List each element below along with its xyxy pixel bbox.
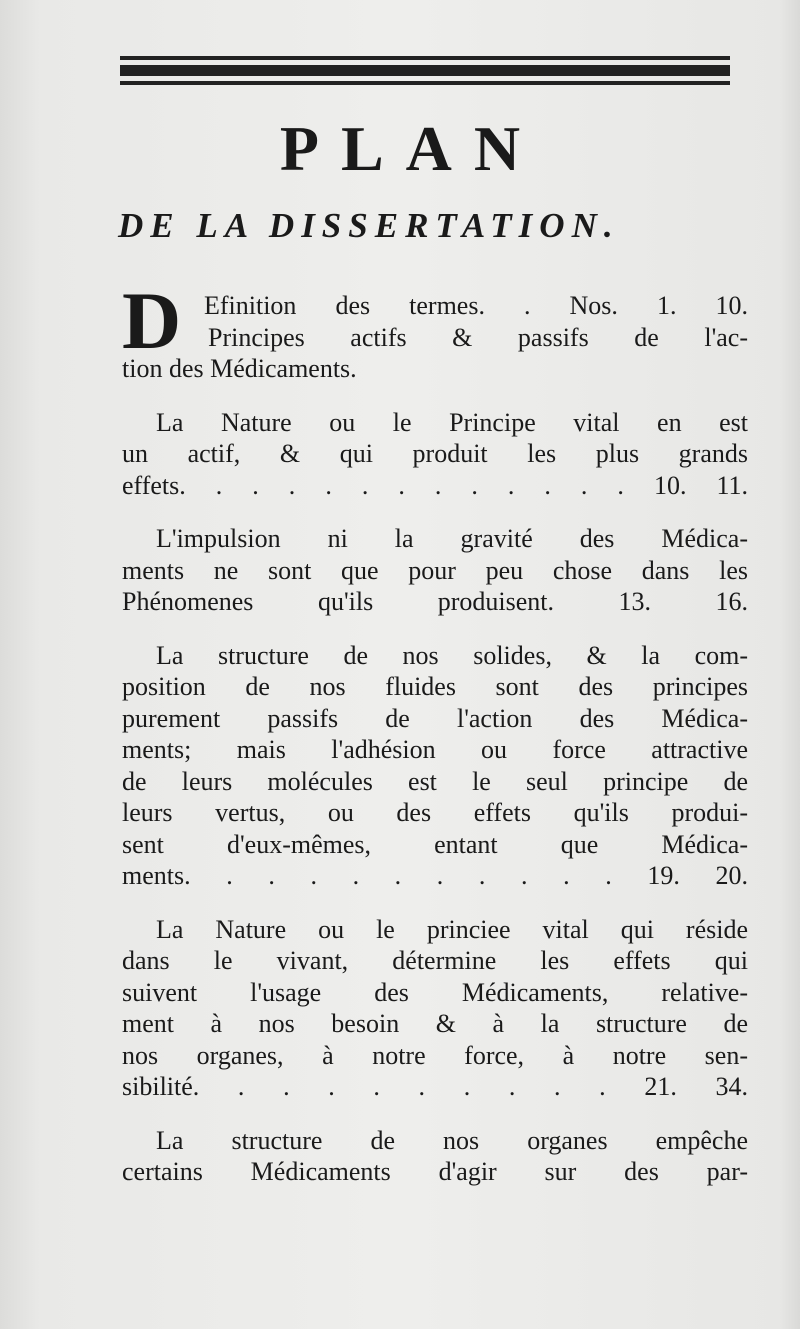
toc-line: certains Médicaments d'agir sur des par- xyxy=(122,1157,748,1186)
toc-line: La structure de nos organes empêche xyxy=(156,1125,748,1155)
toc-entry xyxy=(122,640,748,892)
toc-line: un actif, & qui produit les plus grands xyxy=(122,439,748,468)
toc-line: La Nature ou le princiee vital qui réside xyxy=(156,914,748,944)
toc-entry xyxy=(122,275,748,385)
toc-line: Efinition des termes. . Nos. 1. 10. xyxy=(204,291,748,320)
toc-line: L'impulsion ni la gravité des Médica- xyxy=(156,524,748,553)
top-rule-thick xyxy=(120,65,730,76)
toc-line: nos organes, à notre force, à notre sen- xyxy=(122,1040,748,1070)
page-subtitle: DE LA DISSERTATION. xyxy=(118,206,620,245)
toc-line: sibilité. . . . . . . . . . 21. 34. xyxy=(122,1072,748,1101)
toc-line: ment à nos besoin & à la structure de xyxy=(122,1009,748,1038)
toc-entry xyxy=(122,523,748,618)
toc-entry xyxy=(122,407,748,502)
toc-line: de leurs molécules est le seul principe de xyxy=(122,766,748,796)
toc-line: tion des Médicaments. xyxy=(122,354,357,383)
toc-line: La structure de nos solides, & la com- xyxy=(156,640,748,670)
toc-line: ments; mais l'adhésion ou force attractive xyxy=(122,735,748,764)
page-title: PLAN xyxy=(279,113,543,184)
toc-line: position de nos fluides sont des principes xyxy=(122,672,748,701)
toc-line: suivent l'usage des Médicaments, relative- xyxy=(122,977,748,1007)
toc-entry xyxy=(122,914,748,1103)
toc-entry xyxy=(122,1125,748,1188)
toc-line: ments. . . . . . . . . . . 19. 20. xyxy=(122,861,748,890)
toc-line: leurs vertus, ou des effets qu'ils produi- xyxy=(122,798,748,827)
table-of-contents xyxy=(122,275,748,1210)
toc-line: Principes actifs & passifs de l'ac- xyxy=(208,322,748,352)
toc-line: effets. . . . . . . . . . . . . 10. 11. xyxy=(122,470,748,500)
toc-line: La Nature ou le Principe vital en est xyxy=(156,407,748,437)
toc-line: ments ne sont que pour peu chose dans les xyxy=(122,555,748,585)
top-rule-thin-upper xyxy=(120,56,730,60)
toc-line: sent d'eux-mêmes, entant que Médica- xyxy=(122,829,748,859)
top-rule-thin-lower xyxy=(120,81,730,85)
drop-cap: D xyxy=(122,275,182,366)
toc-line: purement passifs de l'action des Médica- xyxy=(122,703,748,733)
toc-line: Phénomenes qu'ils produisent. 13. 16. xyxy=(122,587,748,616)
toc-line: dans le vivant, détermine les effets qui xyxy=(122,946,748,975)
